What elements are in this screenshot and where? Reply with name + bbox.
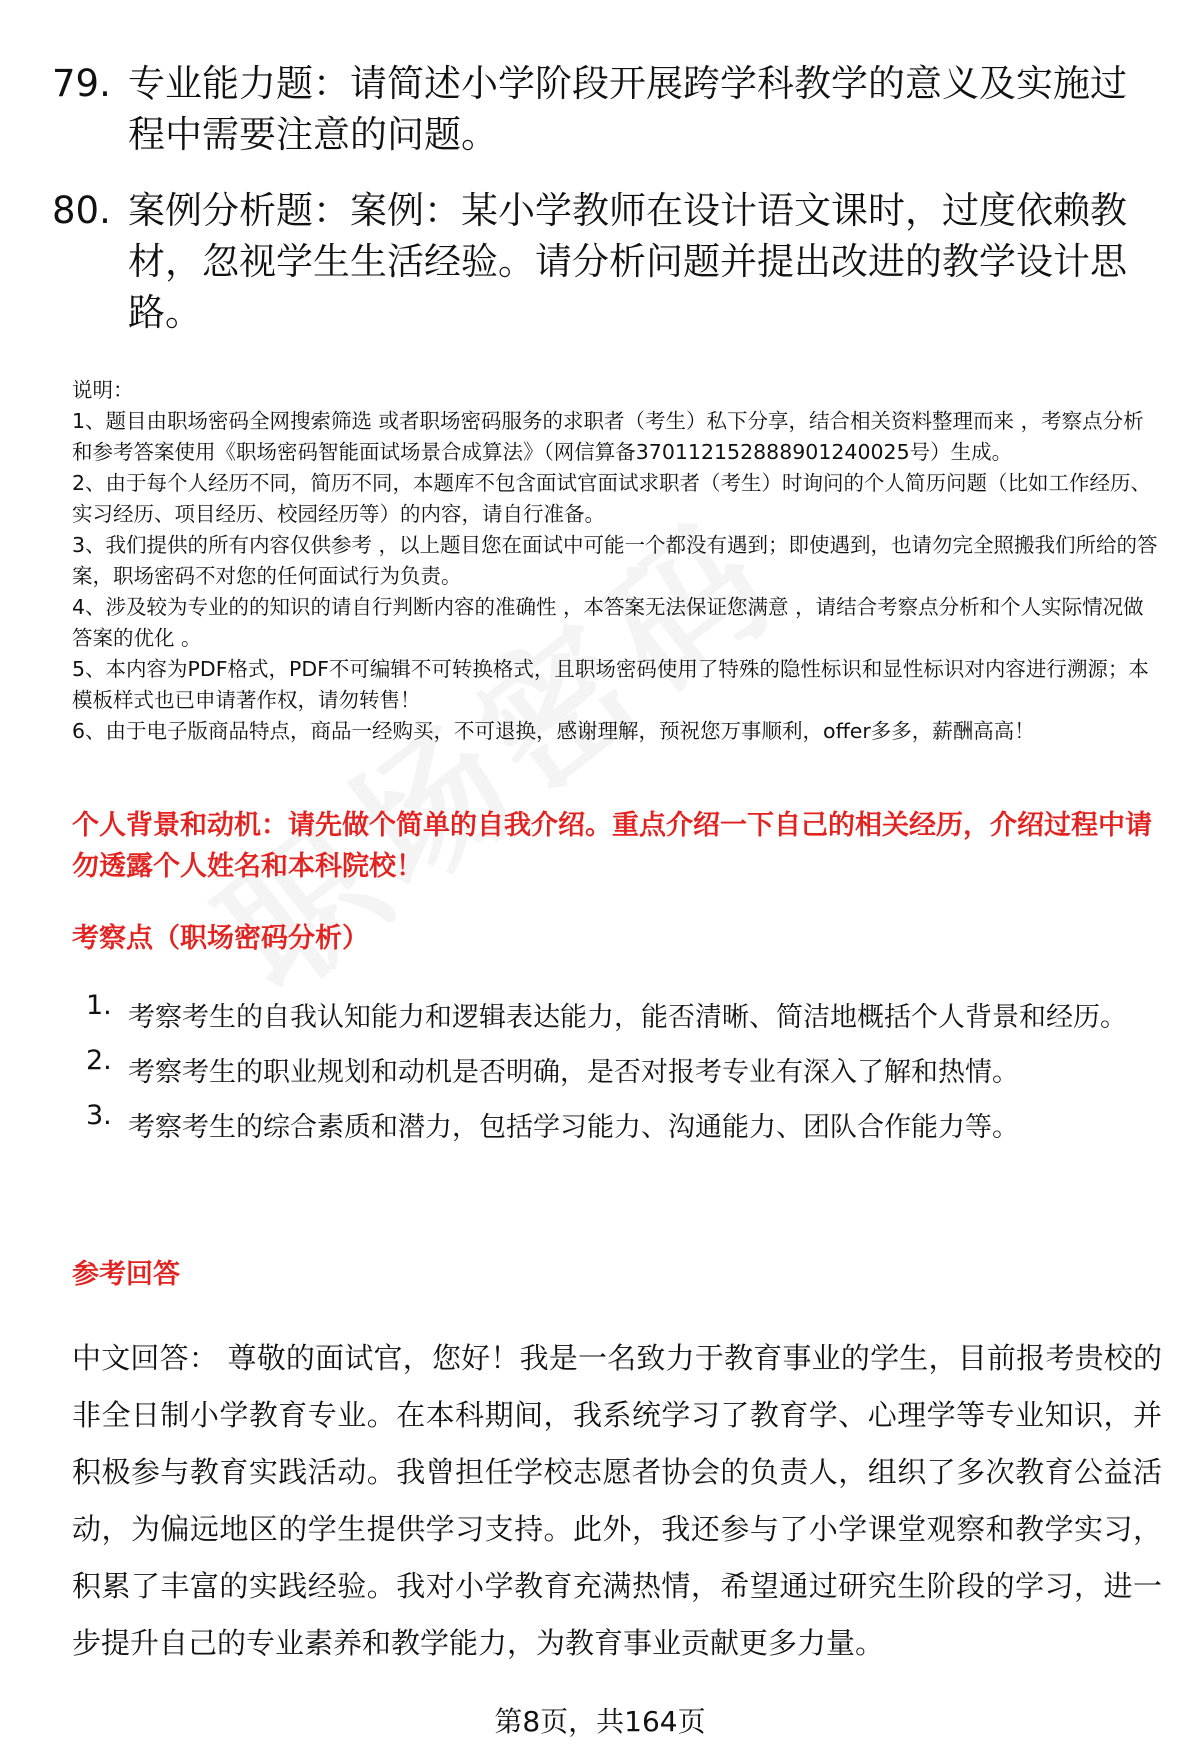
point-text: 考察考生的自我认知能力和逻辑表达能力，能否清晰、简洁地概括个人背景和经历。 xyxy=(128,1002,1127,1033)
list-item xyxy=(86,1100,1166,1155)
point-number: 1. xyxy=(86,990,112,1021)
question-number: 80. xyxy=(52,189,111,232)
section-points-title: 考察点（职场密码分析） xyxy=(72,923,369,954)
point-number: 2. xyxy=(86,1045,112,1076)
section-question: 个人背景和动机：请先做个简单的自我介绍。重点介绍一下自己的相关经历，介绍过程中请勿透露个人姓名和本科院校！ xyxy=(72,810,1152,882)
page-footer: 第8页，共164页 xyxy=(494,1705,706,1738)
note-item: 5、本内容为PDF格式，PDF不可编辑不可转换格式，且职场密码使用了特殊的隐性标识和显性标识对内容进行溯源；本模板样式也已申请著作权，请勿转售！ xyxy=(72,657,1149,712)
section-answer-title: 参考回答 xyxy=(72,1259,180,1290)
list-item xyxy=(86,1045,1166,1100)
note-item: 2、由于每个人经历不同，简历不同，本题库不包含面试官面试求职者（考生）时询问的个人简历问题（比如工作经历、实习经历、项目经历、校园经历等）的内容，请自行准备。 xyxy=(72,471,1152,526)
point-text: 考察考生的综合素质和潜力，包括学习能力、沟通能力、团队合作能力等。 xyxy=(128,1112,1019,1143)
question-list xyxy=(52,58,1152,363)
question-item xyxy=(52,185,1152,338)
note-item: 6、由于电子版商品特点，商品一经购买，不可退换，感谢理解，预祝您万事顺利，offer多多，薪酬高高！ xyxy=(72,719,1035,743)
question-item xyxy=(52,58,1152,160)
notes-heading: 说明： xyxy=(72,378,134,402)
answer-text: 中文回答： 尊敬的面试官，您好！我是一名致力于教育事业的学生，目前报考贵校的非全日制小学教育专业。在本科期间，我系统学习了教育学、心理学等专业知识，并积极参与教育实践活动。我曾担任学校志愿者协会的负责人，组织了多次教育公益活动，为偏远地区的学生提供学习支持。此外，我还参与了小学课堂观察和教学实习，积累了丰富的实践经验。我对小学教育充满热情，希望通过研究生阶段的学习，进一步提升自己的专业素养和教学能力，为教育事业贡献更多力量。 xyxy=(72,1341,1162,1660)
question-text: 专业能力题：请简述小学阶段开展跨学科教学的意义及实施过程中需要注意的问题。 xyxy=(128,62,1127,156)
notes-block xyxy=(72,375,1162,747)
points-list xyxy=(86,990,1166,1155)
list-item xyxy=(86,990,1166,1045)
point-number: 3. xyxy=(86,1100,112,1131)
note-item: 4、涉及较为专业的的知识的请自行判断内容的准确性 ，本答案无法保证您满意 ，请结合考察点分析和个人实际情况做答案的优化 。 xyxy=(72,595,1144,650)
question-number: 79. xyxy=(52,62,111,105)
point-text: 考察考生的职业规划和动机是否明确，是否对报考专业有深入了解和热情。 xyxy=(128,1057,1019,1088)
note-item: 3、我们提供的所有内容仅供参考 ，以上题目您在面试中可能一个都没有遇到；即使遇到，也请勿完全照搬我们所给的答案，职场密码不对您的任何面试行为负责。 xyxy=(72,533,1158,588)
question-text: 案例分析题：案例：某小学教师在设计语文课时，过度依赖教材，忽视学生生活经验。请分析问题并提出改进的教学设计思路。 xyxy=(128,189,1127,334)
note-item: 1、题目由职场密码全网搜索筛选 或者职场密码服务的求职者（考生）私下分享，结合相关资料整理而来 ，考察点分析和参考答案使用《职场密码智能面试场景合成算法》（网信算备370112152888901240025号）生成。 xyxy=(72,409,1144,464)
